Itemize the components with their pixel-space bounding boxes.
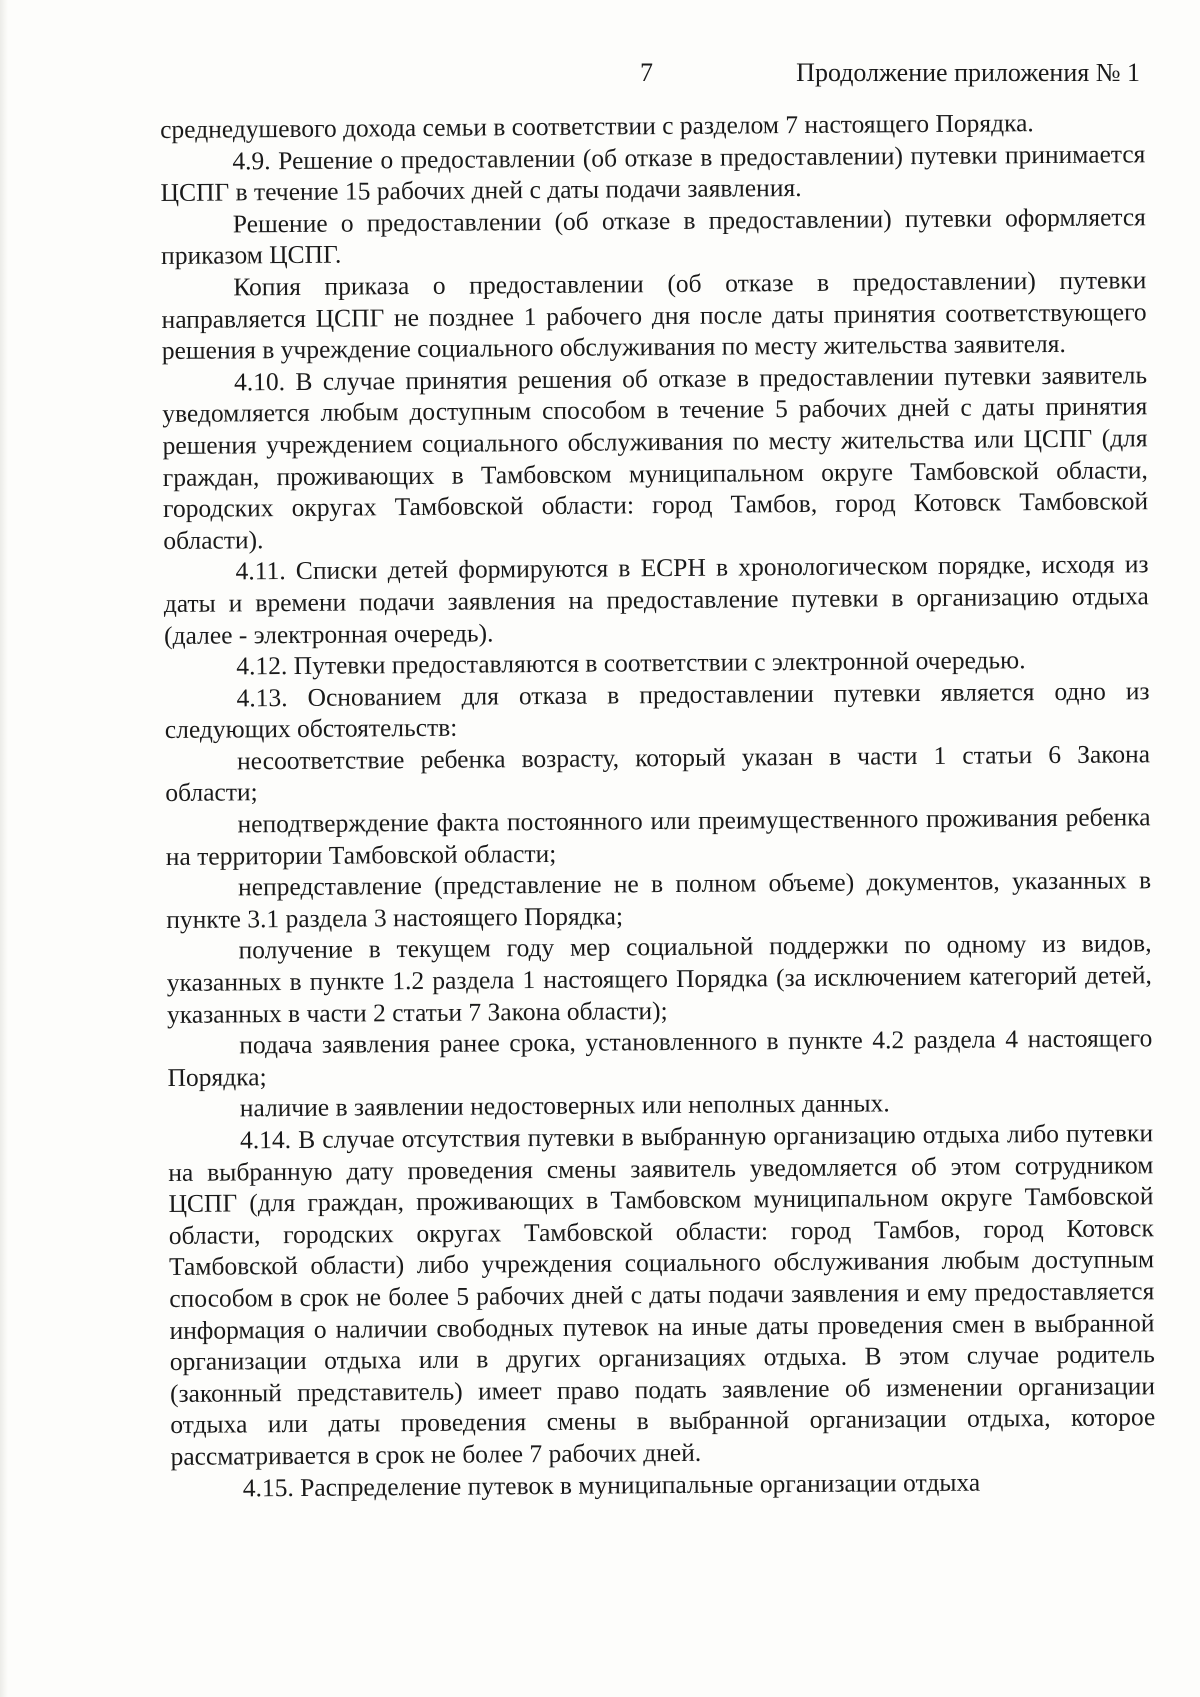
paragraph-4-15: 4.15. Распределение путевок в муниципальные организации отдыха [242, 1467, 981, 1502]
refusal-reason-item: подача заявления ранее срока, установленного в пункте 4.2 раздела 4 настоящего Порядка; [167, 1023, 1153, 1092]
refusal-reason-item: получение в текущем году мер социальной поддержки по одному из видов, указанных в пункте 1.2 раздела 1 настоящего Порядка (за исключением категорий детей, указанных в части 2 статьи 7 Закона области); [166, 928, 1152, 1029]
scan-edge-shadow [0, 0, 8, 1697]
refusal-reason-item: наличие в заявлении недостоверных или неполных данных. [239, 1088, 890, 1123]
paragraph-4-10: 4.10. В случае принятия решения об отказе в предоставлении путевки заявитель уведомляется любым доступным способом в течение 5 рабочих дней с даты принятия решения учреждением социального обслуживания по месту жительства или ЦСПГ (для граждан, проживающих в Тамбовском муниципальном округе Тамбовской области, городских округах Тамбовской области: город Тамбов, город Котовск Тамбовской области). [162, 360, 1149, 555]
refusal-reason-item: несоответствие ребенка возрасту, который указан в части 1 статьи 6 Закона области; [165, 739, 1151, 808]
paragraph-4-11: 4.11. Списки детей формируются в ЕСРН в хронологическом порядке, исходя из даты и времени подачи заявления на предоставление путевки в организацию отдыха (далее - электронная очередь). [163, 549, 1149, 650]
paragraph-4-13: 4.13. Основанием для отказа в предоставлении путевки является одно из следующих обстоятельств: [164, 675, 1150, 745]
paragraph-4-14: 4.14. В случае отсутствия путевки в выбранную организацию отдыха либо путевки на выбранную дату проведения смены заявитель уведомляется об этом сотрудником ЦСПГ (для граждан, проживающих в Тамбовском муниципальном округе Тамбовской области, городских округах Тамбовской области: город Тамбов, город Котовск Тамбовской области) либо учреждения социального обслуживания любым доступным способом в срок не более 5 рабочих дней с даты подачи заявления и ему предоставляется информация о наличии свободных путевок на иные даты проведения смен в выбранной организации отдыха или в других организациях отдыха. В этом случае родитель (законный представитель) имеет право подать заявление об изменении организации отдыха или даты проведения смены в выбранной организации отдыха, которое рассматривается в срок не более 7 рабочих дней. [168, 1118, 1156, 1471]
paragraph: среднедушевого дохода семьи в соответствии с разделом 7 настоящего Порядка. [160, 108, 1034, 144]
paragraph: Копия приказа о предоставлении (об отказе в предоставлении) путевки направляется ЦСПГ не позднее 1 рабочего дня после даты принятия соответствующего решения в учреждение социального обслуживания по месту жительства заявителя. [161, 265, 1147, 366]
page-number: 7 [640, 58, 653, 87]
refusal-reason-item: неподтверждение факта постоянного или преимущественного проживания ребенка на территории Тамбовской области; [165, 802, 1151, 871]
document-body [160, 106, 1156, 1504]
paragraph-4-9: 4.9. Решение о предоставлении (об отказе в предоставлении) путевки принимается ЦСПГ в течение 15 рабочих дней с даты подачи заявления. [160, 138, 1146, 208]
paragraph: Решение о предоставлении (об отказе в предоставлении) путевки оформляется приказом ЦСПГ. [161, 202, 1146, 271]
appendix-continuation-title: Продолжение приложения № 1 [796, 58, 1140, 87]
refusal-reason-item: непредставление (представление не в полном объеме) документов, указанных в пункте 3.1 раздела 3 настоящего Порядка; [166, 865, 1152, 934]
page-header [160, 58, 1140, 94]
paragraph-4-12: 4.12. Путевки предоставляются в соответствии с электронной очередью. [236, 645, 1026, 681]
